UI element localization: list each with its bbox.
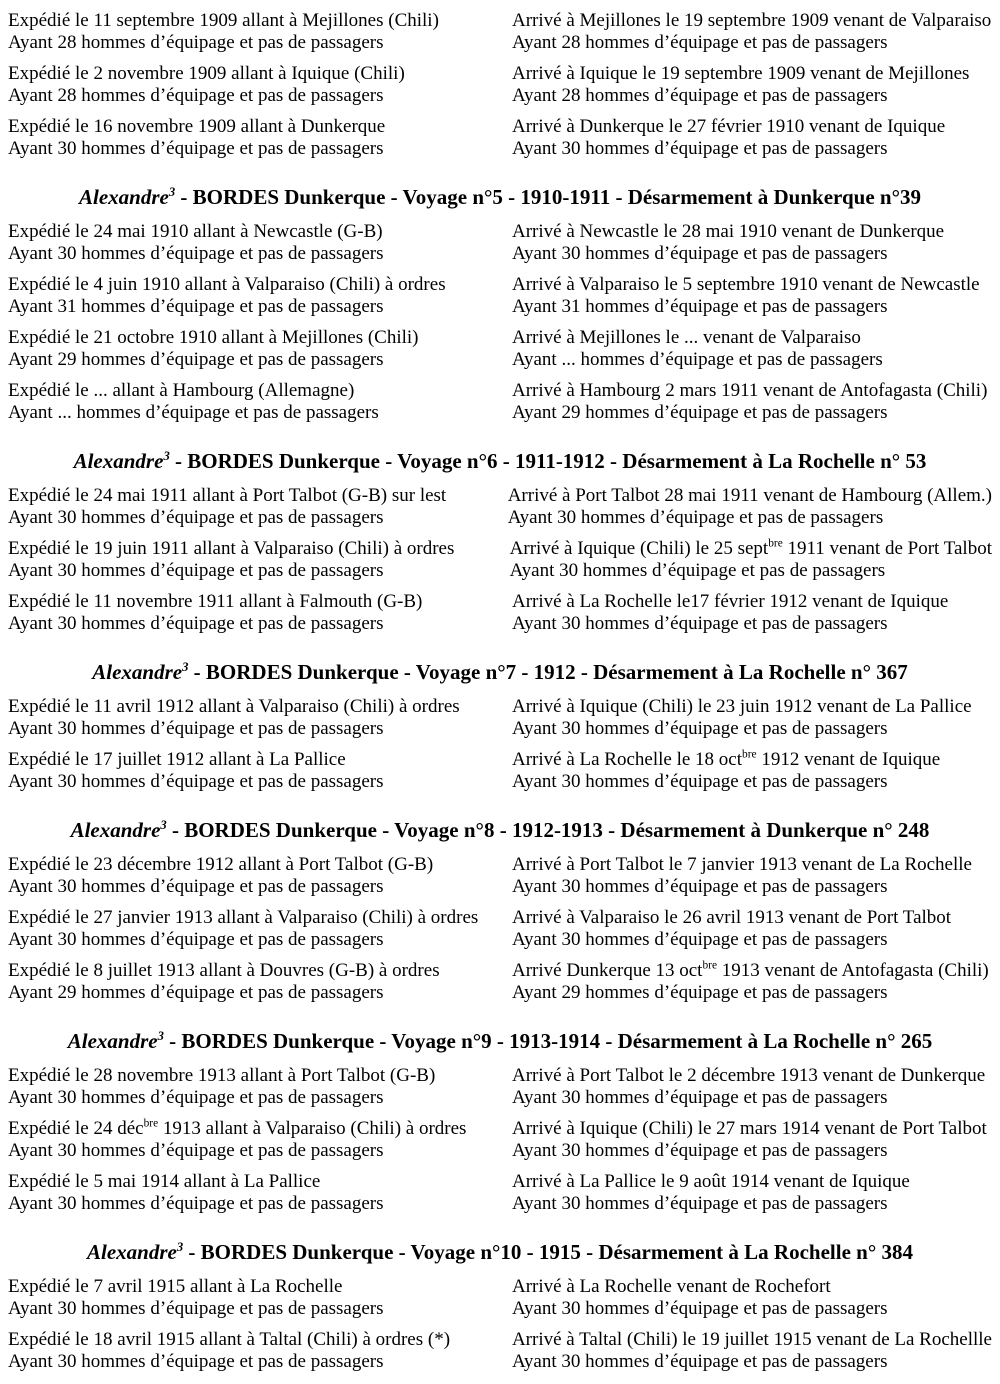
voyage-leg-row [8, 1065, 992, 1109]
arrival-entry [512, 327, 992, 371]
arrival-entry [512, 1329, 992, 1373]
departure-crew-line: Ayant 30 hommes d’équipage et pas de passagers [8, 1193, 384, 1214]
departure-crew-line: Ayant 29 hommes d’équipage et pas de passagers [8, 349, 384, 370]
departure-entry [8, 538, 510, 582]
voyage-header-text: - BORDES Dunkerque - Voyage n°10 - 1915 - Désarmement à La Rochelle n° 384 [183, 1240, 913, 1264]
departure-crew-line: Ayant 30 hommes d’équipage et pas de passagers [8, 1351, 384, 1372]
arrival-entry [512, 1065, 992, 1109]
arrival-crew-line: Ayant 30 hommes d’équipage et pas de passagers [512, 243, 888, 264]
departure-crew-line: Ayant 30 hommes d’équipage et pas de passagers [8, 560, 384, 581]
departure-entry [8, 116, 512, 160]
voyage-header-text: - BORDES Dunkerque - Voyage n°6 - 1911-1912 - Désarmement à La Rochelle n° 53 [169, 449, 927, 473]
departure-entry [8, 854, 512, 898]
arrival-crew-line: Ayant 30 hommes d’équipage et pas de passagers [511, 1351, 888, 1372]
arrival-entry [512, 960, 992, 1004]
arrival-crew-line: Ayant 30 hommes d’équipage et pas de passagers [512, 1193, 888, 1214]
departure-entry [8, 221, 512, 265]
departure-line: Expédié le 16 novembre 1909 allant à Dunkerque [8, 116, 386, 137]
departure-line: Expédié le 24 mai 1911 allant à Port Talbot (G-B) sur lest [8, 485, 447, 506]
departure-line: Expédié le 4 juin 1910 allant à Valparaiso (Chili) à ordres [8, 274, 446, 295]
departure-crew-line: Ayant 30 hommes d’équipage et pas de passagers [8, 1298, 384, 1319]
voyage-section [8, 802, 992, 1013]
arrival-line: Arrivé à Port Talbot le 7 janvier 1913 venant de La Rochelle [512, 854, 972, 875]
departure-crew-line: Ayant 30 hommes d’équipage et pas de passagers [8, 507, 384, 528]
departure-entry [8, 1329, 512, 1373]
voyage-leg-row [8, 1118, 992, 1162]
voyage-header-text: - BORDES Dunkerque - Voyage n°9 - 1913-1914 - Désarmement à La Rochelle n° 265 [163, 1029, 933, 1053]
arrival-entry [512, 907, 992, 951]
arrival-entry [512, 221, 992, 265]
arrival-line: Arrivé à La Rochelle venant de Rochefort [512, 1276, 831, 1297]
departure-entry [8, 1171, 512, 1215]
arrival-entry [512, 1276, 992, 1320]
departure-crew-line: Ayant 30 hommes d’équipage et pas de passagers [8, 876, 384, 897]
arrival-entry [512, 63, 992, 107]
arrival-crew-line: Ayant 30 hommes d’équipage et pas de passagers [512, 771, 888, 792]
voyage-leg-row [8, 1171, 992, 1215]
voyage-leg-row [8, 380, 992, 424]
voyage-section-header [8, 658, 992, 686]
arrival-line: Arrivé à Port Talbot le 2 décembre 1913 venant de Dunkerque [512, 1065, 986, 1086]
arrival-entry [512, 1171, 992, 1215]
arrival-crew-line: Ayant 30 hommes d’équipage et pas de passagers [512, 138, 888, 159]
departure-crew-line: Ayant 30 hommes d’équipage et pas de passagers [8, 771, 384, 792]
voyage-section-header [8, 447, 992, 475]
voyage-leg-row [8, 960, 992, 1004]
arrival-entry [512, 274, 992, 318]
arrival-line: Arrivé à Mejillones le 19 septembre 1909 venant de Valparaiso [512, 10, 992, 31]
departure-line: Expédié le 19 juin 1911 allant à Valparaiso (Chili) à ordres [8, 538, 455, 559]
departure-entry [8, 960, 512, 1004]
departure-crew-line: Ayant ... hommes d’équipage et pas de passagers [8, 402, 379, 423]
departure-crew-line: Ayant 30 hommes d’équipage et pas de passagers [8, 243, 384, 264]
voyage-leg-row [8, 63, 992, 107]
departure-line: Expédié le 2 novembre 1909 allant à Iquique (Chili) [8, 63, 405, 84]
arrival-line: Arrivé à La Rochelle le17 février 1912 venant de Iquique [512, 591, 949, 612]
departure-entry [8, 327, 512, 371]
arrival-line: Arrivé à La Rochelle le 18 oct$^{bre}$ 1912 venant de Iquique [512, 748, 941, 770]
arrival-line: Arrivé à Hambourg 2 mars 1911 venant de Antofagasta (Chili) [512, 380, 988, 401]
arrival-entry [508, 485, 992, 529]
voyage-leg-row [8, 274, 992, 318]
departure-entry [8, 10, 512, 54]
departure-crew-line: Ayant 28 hommes d’équipage et pas de passagers [8, 85, 384, 106]
departure-entry [8, 1065, 512, 1109]
arrival-entry [512, 10, 992, 54]
voyage-leg-row [8, 749, 992, 793]
voyage-section [8, 10, 992, 169]
voyage-section [8, 1013, 992, 1224]
voyage-section-header [8, 183, 992, 211]
departure-line: Expédié le 11 avril 1912 allant à Valparaiso (Chili) à ordres [8, 696, 460, 717]
ship-name: Alexandre$^3$ [67, 1029, 164, 1053]
departure-crew-line: Ayant 30 hommes d’équipage et pas de passagers [8, 1087, 384, 1108]
ship-name: Alexandre$^3$ [79, 185, 176, 209]
arrival-crew-line: Ayant 31 hommes d’équipage et pas de passagers [512, 296, 888, 317]
arrival-crew-line: Ayant 30 hommes d’équipage et pas de passagers [512, 1298, 888, 1319]
arrival-entry [512, 749, 992, 793]
departure-crew-line: Ayant 28 hommes d’équipage et pas de passagers [8, 32, 384, 53]
voyage-leg-row [8, 327, 992, 371]
arrival-entry [512, 854, 992, 898]
voyage-section [8, 1224, 992, 1382]
arrival-crew-line: Ayant 30 hommes d’équipage et pas de passagers [509, 560, 886, 581]
voyage-leg-row [8, 591, 992, 635]
departure-line: Expédié le 28 novembre 1913 allant à Port Talbot (G-B) [8, 1065, 436, 1086]
voyage-leg-row [8, 854, 992, 898]
arrival-entry [512, 1118, 992, 1162]
arrival-line: Arrivé à Newcastle le 28 mai 1910 venant de Dunkerque [512, 221, 945, 242]
departure-crew-line: Ayant 30 hommes d’équipage et pas de passagers [8, 138, 384, 159]
departure-entry [8, 1276, 512, 1320]
arrival-crew-line: Ayant 30 hommes d’équipage et pas de passagers [512, 718, 888, 739]
arrival-line: Arrivé à La Pallice le 9 août 1914 venant de Iquique [512, 1171, 910, 1192]
arrival-crew-line: Ayant 30 hommes d’équipage et pas de passagers [512, 929, 888, 950]
departure-line: Expédié le 7 avril 1915 allant à La Rochelle [8, 1276, 343, 1297]
voyage-log [8, 10, 992, 1382]
departure-entry [8, 591, 512, 635]
voyage-header-text: - BORDES Dunkerque - Voyage n°5 - 1910-1911 - Désarmement à Dunkerque n°39 [175, 185, 921, 209]
departure-entry [8, 696, 512, 740]
ship-name: Alexandre$^3$ [70, 818, 167, 842]
arrival-line: Arrivé à Port Talbot 28 mai 1911 venant de Hambourg (Allem.) [507, 485, 992, 506]
arrival-entry [512, 380, 992, 424]
departure-line: Expédié le 8 juillet 1913 allant à Douvres (G-B) à ordres [8, 960, 440, 981]
voyage-leg-row [8, 485, 992, 529]
arrival-crew-line: Ayant 29 hommes d’équipage et pas de passagers [512, 402, 888, 423]
arrival-line: Arrivé à Dunkerque le 27 février 1910 venant de Iquique [512, 116, 946, 137]
departure-line: Expédié le 21 octobre 1910 allant à Mejillones (Chili) [8, 327, 419, 348]
departure-line: Expédié le 5 mai 1914 allant à La Pallice [8, 1171, 321, 1192]
departure-entry [8, 274, 512, 318]
arrival-entry [512, 696, 992, 740]
departure-crew-line: Ayant 31 hommes d’équipage et pas de passagers [8, 296, 384, 317]
voyage-section-header [8, 816, 992, 844]
departure-crew-line: Ayant 30 hommes d’équipage et pas de passagers [8, 929, 384, 950]
departure-entry [8, 1118, 512, 1162]
voyage-leg-row [8, 696, 992, 740]
departure-line: Expédié le 11 septembre 1909 allant à Mejillones (Chili) [8, 10, 439, 31]
arrival-crew-line: Ayant 30 hommes d’équipage et pas de passagers [512, 876, 888, 897]
departure-entry [8, 63, 512, 107]
arrival-crew-line: Ayant 28 hommes d’équipage et pas de passagers [512, 85, 888, 106]
arrival-crew-line: Ayant 30 hommes d’équipage et pas de passagers [512, 1087, 888, 1108]
departure-line: Expédié le 24 mai 1910 allant à Newcastle (G-B) [8, 221, 383, 242]
departure-line: Expédié le 17 juillet 1912 allant à La Pallice [8, 749, 346, 770]
arrival-line: Arrivé à Valparaiso le 26 avril 1913 venant de Port Talbot [512, 907, 952, 928]
departure-line: Expédié le 27 janvier 1913 allant à Valparaiso (Chili) à ordres [8, 907, 479, 928]
departure-entry [8, 749, 512, 793]
arrival-line: Arrivé à Iquique le 19 septembre 1909 venant de Mejillones [512, 63, 970, 84]
voyage-section [8, 644, 992, 802]
voyage-leg-row [8, 10, 992, 54]
departure-line: Expédié le 11 novembre 1911 allant à Falmouth (G-B) [8, 591, 423, 612]
voyage-section-header [8, 1027, 992, 1055]
voyage-leg-row [8, 538, 992, 582]
arrival-line: Arrivé Dunkerque 13 oct$^{bre}$ 1913 venant de Antofagasta (Chili) [512, 959, 989, 981]
arrival-crew-line: Ayant 30 hommes d’équipage et pas de passagers [512, 1140, 888, 1161]
departure-crew-line: Ayant 30 hommes d’équipage et pas de passagers [8, 718, 384, 739]
ship-name: Alexandre$^3$ [92, 660, 189, 684]
departure-line: Expédié le ... allant à Hambourg (Allemagne) [8, 380, 355, 401]
arrival-line: Arrivé à Iquique (Chili) le 23 juin 1912 venant de La Pallice [512, 696, 972, 717]
departure-entry [8, 907, 512, 951]
departure-crew-line: Ayant 29 hommes d’équipage et pas de passagers [8, 982, 384, 1003]
arrival-line: Arrivé à Taltal (Chili) le 19 juillet 1915 venant de La Rochellle [511, 1329, 992, 1350]
departure-crew-line: Ayant 30 hommes d’équipage et pas de passagers [8, 1140, 384, 1161]
arrival-crew-line: Ayant 30 hommes d’équipage et pas de passagers [512, 613, 888, 634]
arrival-line: Arrivé à Valparaiso le 5 septembre 1910 venant de Newcastle [512, 274, 980, 295]
arrival-crew-line: Ayant 28 hommes d’équipage et pas de passagers [512, 32, 888, 53]
arrival-crew-line: Ayant ... hommes d’équipage et pas de passagers [512, 349, 883, 370]
voyage-header-text: - BORDES Dunkerque - Voyage n°8 - 1912-1913 - Désarmement à Dunkerque n° 248 [166, 818, 930, 842]
departure-line: Expédié le 18 avril 1915 allant à Taltal (Chili) à ordres (*) [8, 1329, 451, 1350]
voyage-section [8, 433, 992, 644]
arrival-entry [510, 538, 992, 582]
arrival-line: Arrivé à Iquique (Chili) le 27 mars 1914 venant de Port Talbot [512, 1118, 987, 1139]
voyage-leg-row [8, 1329, 992, 1373]
voyage-leg-row [8, 1276, 992, 1320]
departure-crew-line: Ayant 30 hommes d’équipage et pas de passagers [8, 613, 384, 634]
voyage-section-header [8, 1238, 992, 1266]
departure-entry [8, 485, 508, 529]
departure-entry [8, 380, 512, 424]
arrival-entry [512, 591, 992, 635]
ship-name: Alexandre$^3$ [87, 1240, 184, 1264]
arrival-line: Arrivé à Mejillones le ... venant de Valparaiso [512, 327, 861, 348]
arrival-crew-line: Ayant 30 hommes d’équipage et pas de passagers [507, 507, 884, 528]
ship-name: Alexandre$^3$ [73, 449, 170, 473]
voyage-leg-row [8, 907, 992, 951]
departure-line: Expédié le 24 déc$^{bre}$ 1913 allant à Valparaiso (Chili) à ordres [8, 1117, 467, 1139]
voyage-leg-row [8, 116, 992, 160]
voyage-leg-row [8, 221, 992, 265]
arrival-entry [512, 116, 992, 160]
departure-line: Expédié le 23 décembre 1912 allant à Port Talbot (G-B) [8, 854, 434, 875]
arrival-crew-line: Ayant 29 hommes d’équipage et pas de passagers [512, 982, 888, 1003]
arrival-line: Arrivé à Iquique (Chili) le 25 sept$^{bre}$ 1911 venant de Port Talbot [509, 537, 992, 559]
voyage-section [8, 169, 992, 433]
voyage-header-text: - BORDES Dunkerque - Voyage n°7 - 1912 - Désarmement à La Rochelle n° 367 [188, 660, 908, 684]
